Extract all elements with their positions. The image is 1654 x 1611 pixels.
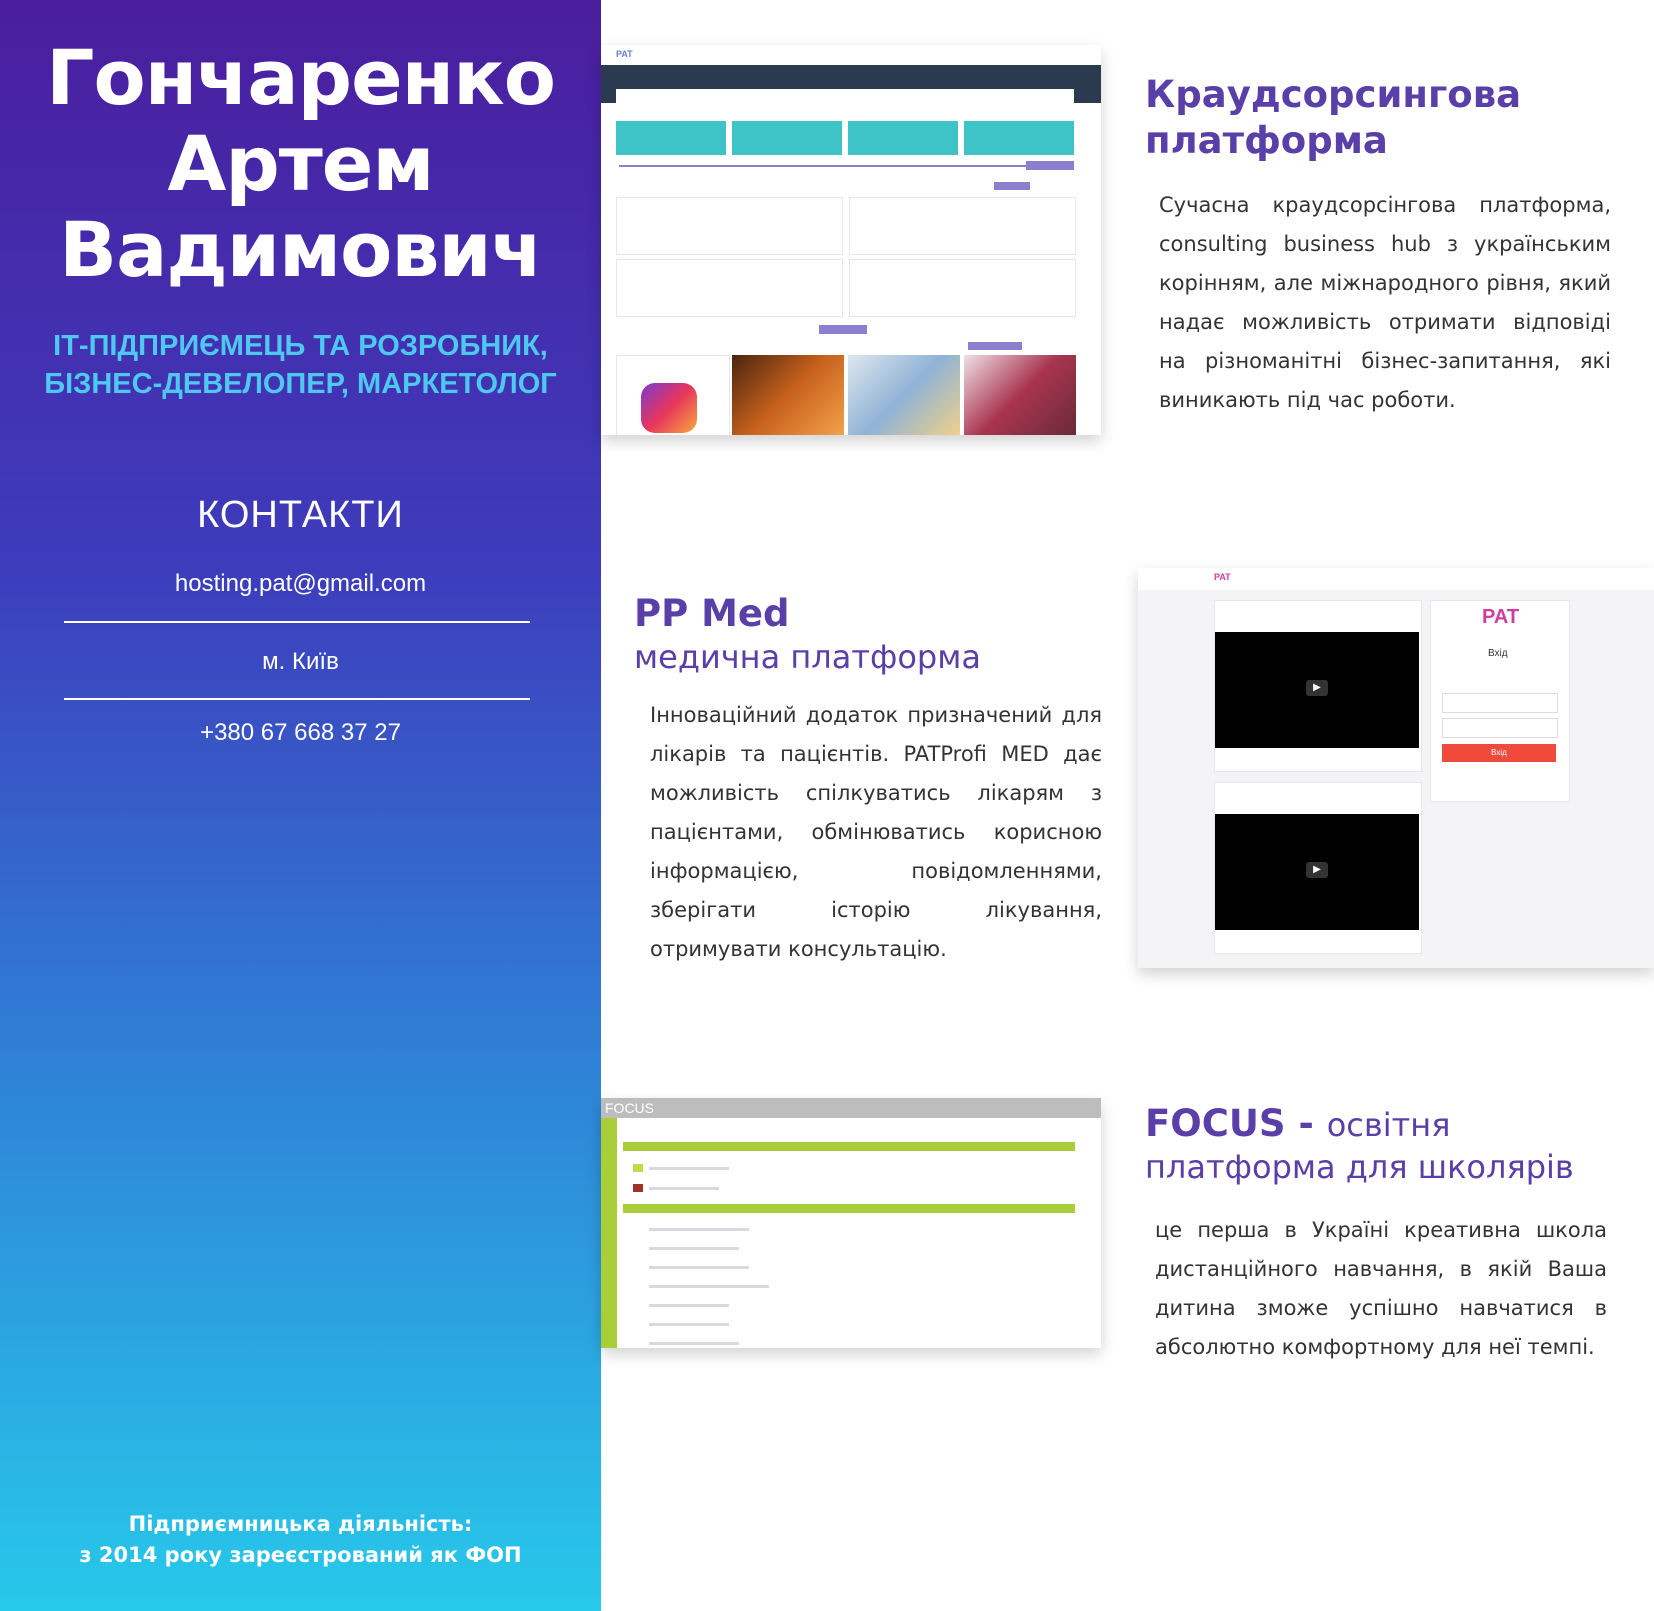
role-title xyxy=(0,327,601,403)
role-line-1: ІТ-ПІДПРИЄМЕЦЬ ТА РОЗРОБНИК, xyxy=(53,330,548,362)
focus-title: FOCUS xyxy=(1145,1102,1286,1145)
contact-email[interactable]: hosting.pat@gmail.com xyxy=(174,570,427,597)
focus-title-line-1 xyxy=(1145,1102,1450,1147)
med-header-logo: PAT xyxy=(1214,572,1231,582)
contacts-heading: КОНТАКТИ xyxy=(197,494,404,536)
profile-sidebar xyxy=(0,0,601,1611)
crowd-logo: PAT xyxy=(616,49,633,59)
crowd-title-line-2: платформа xyxy=(1145,119,1388,162)
role-line-2: БІЗНЕС-ДЕВЕЛОПЕР, МАРКЕТОЛОГ xyxy=(44,368,557,400)
name-first: Артем xyxy=(167,119,434,208)
contact-divider-2 xyxy=(64,698,530,700)
business-info-line-2: з 2014 року зареєстрований як ФОП xyxy=(79,1543,522,1567)
crowd-title-line-1: Краудсорсингова xyxy=(1145,73,1522,116)
name-surname: Гончаренко xyxy=(46,33,555,122)
play-icon[interactable]: ▶ xyxy=(1306,862,1328,878)
crowd-title xyxy=(1145,72,1521,164)
contact-city: м. Київ xyxy=(262,648,339,675)
focus-subtitle-line-2: платформа для школярів xyxy=(1145,1148,1574,1186)
crowd-platform-screenshot xyxy=(601,45,1101,435)
focus-logo: FOCUS xyxy=(605,1100,654,1116)
med-password-input[interactable] xyxy=(1442,718,1558,738)
med-login-title: Вхід xyxy=(1488,648,1508,659)
med-title: PP Med xyxy=(634,592,790,635)
focus-platform-screenshot xyxy=(601,1098,1101,1348)
med-login-logo: PAT xyxy=(1482,606,1520,628)
business-info xyxy=(0,1509,601,1571)
med-email-input[interactable] xyxy=(1442,693,1558,713)
med-login-button[interactable]: Вхід xyxy=(1442,744,1556,762)
focus-description: це перша в Україні креативна школа дистанційного навчання, в якій Ваша дитина зможе успішно навчатися в абсолютно комфортному для неї темпі. xyxy=(1155,1218,1607,1359)
crowd-description: Сучасна краудсорсінгова платформа, consulting business hub з українським корінням, але міжнародного рівня, який надає можливість отримати відповіді на різноманітні бізнес-запитання, які виникають під час роботи. xyxy=(1159,193,1611,412)
med-description: Інноваційний додаток призначений для лікарів та пацієнтів. PATProfi MED дає можливість спілкуватись лікарям з пацієнтами, обмінюватись корисною інформацією, повідомленнями, зберігати історію лікування, отримувати консультацію. xyxy=(650,703,1102,961)
focus-subtitle-part-1: освітня xyxy=(1326,1106,1451,1144)
focus-title-dash: - xyxy=(1285,1102,1327,1145)
play-icon[interactable]: ▶ xyxy=(1306,680,1328,696)
med-platform-screenshot xyxy=(1138,568,1654,968)
med-subtitle: медична платформа xyxy=(634,638,981,676)
contact-divider-1 xyxy=(64,621,530,623)
contact-phone[interactable]: +380 67 668 37 27 xyxy=(200,719,401,746)
name-patronymic: Вадимович xyxy=(59,205,542,294)
business-info-line-1: Підприємницька діяльність: xyxy=(128,1512,473,1536)
